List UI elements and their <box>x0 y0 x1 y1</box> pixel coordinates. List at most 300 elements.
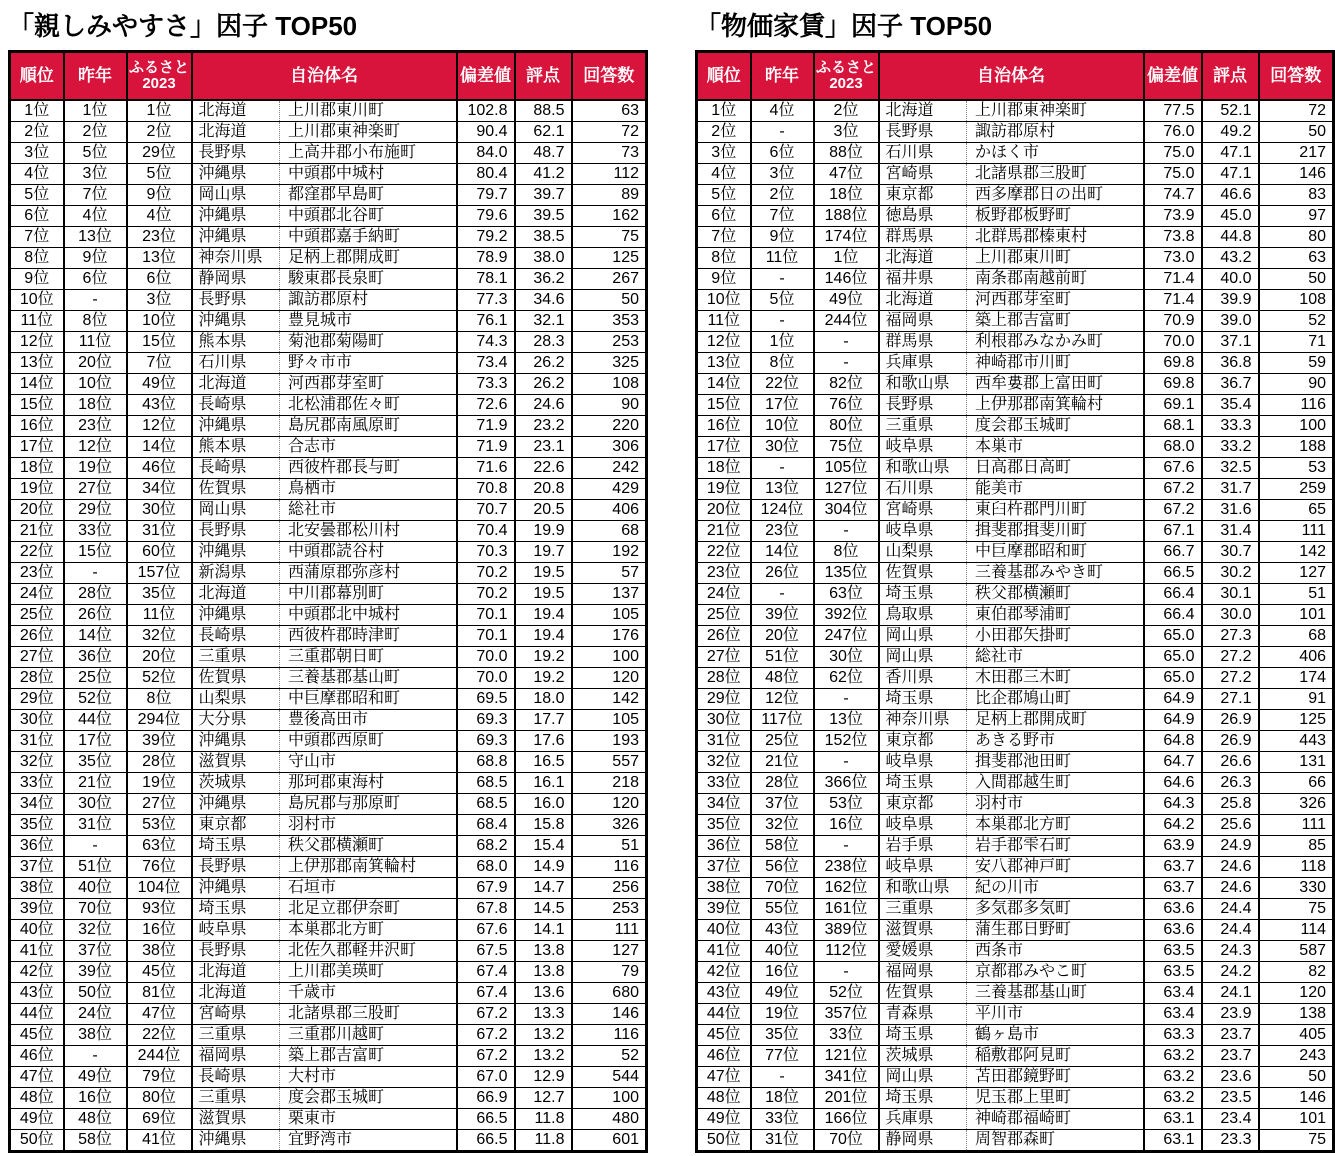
table-row <box>697 185 1334 206</box>
prefecture-cell: 岐阜県 <box>879 521 967 542</box>
score-cell: 26.9 <box>1202 710 1259 731</box>
table-row <box>10 962 647 983</box>
municipality-cell: 諏訪郡原村 <box>280 290 457 311</box>
prefecture-cell: 北海道 <box>192 122 280 143</box>
deviation-cell: 67.9 <box>457 878 515 899</box>
score-cell: 26.2 <box>515 374 572 395</box>
furusato-2023-cell: 9位 <box>127 185 192 206</box>
municipality-cell: 河西郡芽室町 <box>967 290 1144 311</box>
prefecture-cell: 鳥取県 <box>879 605 967 626</box>
last-year-cell: 16位 <box>64 1088 127 1109</box>
score-cell: 11.8 <box>515 1109 572 1130</box>
municipality-cell: 本巣市 <box>967 437 1144 458</box>
responses-cell: 127 <box>1259 563 1334 584</box>
rank-cell: 17位 <box>697 437 751 458</box>
responses-cell: 127 <box>572 941 647 962</box>
score-cell: 24.6 <box>1202 878 1259 899</box>
table-row <box>697 836 1334 857</box>
prefecture-cell: 岡山県 <box>879 1067 967 1088</box>
prefecture-cell: 静岡県 <box>879 1130 967 1152</box>
prefecture-cell: 長崎県 <box>192 458 280 479</box>
municipality-cell: 秩父郡横瀬町 <box>967 584 1144 605</box>
rank-cell: 15位 <box>10 395 64 416</box>
rank-cell: 9位 <box>697 269 751 290</box>
municipality-cell: 揖斐郡池田町 <box>967 752 1144 773</box>
responses-cell: 120 <box>572 668 647 689</box>
score-cell: 31.7 <box>1202 479 1259 500</box>
last-year-cell: 20位 <box>751 626 814 647</box>
responses-column-header: 回答数 <box>572 52 647 101</box>
last-year-cell: 7位 <box>751 206 814 227</box>
municipality-cell: 豊見城市 <box>280 311 457 332</box>
municipality-cell: 比企郡鳩山町 <box>967 689 1144 710</box>
score-cell: 23.4 <box>1202 1109 1259 1130</box>
furusato-2023-cell: 47位 <box>127 1004 192 1025</box>
deviation-cell: 67.2 <box>1144 479 1202 500</box>
municipality-cell: 西牟婁郡上富田町 <box>967 374 1144 395</box>
furusato-2023-cell: 152位 <box>814 731 879 752</box>
municipality-cell: 菊池郡菊陽町 <box>280 332 457 353</box>
furusato-2023-cell: 76位 <box>814 395 879 416</box>
municipality-cell: 上高井郡小布施町 <box>280 143 457 164</box>
rank-cell: 20位 <box>10 500 64 521</box>
score-cell: 13.6 <box>515 983 572 1004</box>
score-cell: 23.7 <box>1202 1046 1259 1067</box>
rank-cell: 14位 <box>10 374 64 395</box>
score-cell: 23.1 <box>515 437 572 458</box>
municipality-cell: 西彼杵郡長与町 <box>280 458 457 479</box>
table-row <box>10 521 647 542</box>
deviation-cell: 63.4 <box>1144 1004 1202 1025</box>
prefecture-cell: 長崎県 <box>192 395 280 416</box>
score-cell: 47.1 <box>1202 164 1259 185</box>
rank-cell: 32位 <box>697 752 751 773</box>
last-year-cell: 13位 <box>64 227 127 248</box>
table-header <box>10 52 647 101</box>
responses-cell: 116 <box>572 1025 647 1046</box>
deviation-cell: 75.0 <box>1144 143 1202 164</box>
last-year-cell: 117位 <box>751 710 814 731</box>
last-year-cell: 18位 <box>64 395 127 416</box>
rank-cell: 33位 <box>697 773 751 794</box>
furusato-2023-cell: 13位 <box>814 710 879 731</box>
furusato-2023-cell: 357位 <box>814 1004 879 1025</box>
furusato-2023-cell: 1位 <box>127 100 192 122</box>
responses-cell: 63 <box>1259 248 1334 269</box>
deviation-cell: 79.7 <box>457 185 515 206</box>
last-year-cell: 19位 <box>64 458 127 479</box>
furusato-2023-cell: 23位 <box>127 227 192 248</box>
municipality-cell: 総社市 <box>280 500 457 521</box>
municipality-cell: 栗東市 <box>280 1109 457 1130</box>
responses-cell: 306 <box>572 437 647 458</box>
responses-cell: 680 <box>572 983 647 1004</box>
prefecture-cell: 沖縄県 <box>192 164 280 185</box>
municipality-cell: 島尻郡与那原町 <box>280 794 457 815</box>
furusato-2023-cell: 10位 <box>127 311 192 332</box>
municipality-cell: 上伊那郡南箕輪村 <box>280 857 457 878</box>
furusato-2023-cell: 16位 <box>814 815 879 836</box>
municipality-cell: 北群馬郡榛東村 <box>967 227 1144 248</box>
municipality-cell: 東臼杵郡門川町 <box>967 500 1144 521</box>
rank-cell: 31位 <box>697 731 751 752</box>
score-cell: 14.7 <box>515 878 572 899</box>
deviation-cell: 63.4 <box>1144 983 1202 1004</box>
rank-cell: 26位 <box>10 626 64 647</box>
prefecture-cell: 福岡県 <box>879 962 967 983</box>
deviation-cell: 68.0 <box>1144 437 1202 458</box>
prefecture-cell: 北海道 <box>879 248 967 269</box>
last-year-column-header: 昨年 <box>64 52 127 101</box>
prefecture-cell: 茨城県 <box>879 1046 967 1067</box>
deviation-cell: 74.3 <box>457 332 515 353</box>
deviation-cell: 70.3 <box>457 542 515 563</box>
municipality-cell: 紀の川市 <box>967 878 1144 899</box>
municipality-cell: 三養基郡基山町 <box>280 668 457 689</box>
deviation-cell: 68.0 <box>457 857 515 878</box>
rank-cell: 16位 <box>10 416 64 437</box>
rank-cell: 38位 <box>10 878 64 899</box>
last-year-cell: 26位 <box>751 563 814 584</box>
furusato-2023-cell: 53位 <box>814 794 879 815</box>
prefecture-cell: 埼玉県 <box>879 1088 967 1109</box>
deviation-cell: 68.5 <box>457 773 515 794</box>
municipality-cell: 度会郡玉城町 <box>967 416 1144 437</box>
furusato-2023-cell: 82位 <box>814 374 879 395</box>
furusato-2023-cell: 20位 <box>127 647 192 668</box>
score-cell: 20.8 <box>515 479 572 500</box>
score-cell: 17.7 <box>515 710 572 731</box>
score-cell: 36.7 <box>1202 374 1259 395</box>
responses-cell: 405 <box>1259 1025 1334 1046</box>
deviation-cell: 66.4 <box>1144 605 1202 626</box>
last-year-cell: 39位 <box>751 605 814 626</box>
municipality-cell: 中頭郡西原町 <box>280 731 457 752</box>
municipality-cell: 中巨摩郡昭和町 <box>967 542 1144 563</box>
score-cell: 13.2 <box>515 1046 572 1067</box>
furusato-2023-cell: 80位 <box>814 416 879 437</box>
rank-cell: 13位 <box>10 353 64 374</box>
responses-cell: 89 <box>572 185 647 206</box>
prefecture-cell: 福岡県 <box>192 1046 280 1067</box>
responses-cell: 73 <box>572 143 647 164</box>
last-year-cell: - <box>751 311 814 332</box>
prefecture-cell: 山梨県 <box>879 542 967 563</box>
rank-cell: 39位 <box>697 899 751 920</box>
deviation-cell: 70.4 <box>457 521 515 542</box>
prefecture-cell: 岐阜県 <box>879 437 967 458</box>
municipality-cell: 神崎郡福崎町 <box>967 1109 1144 1130</box>
rank-cell: 10位 <box>697 290 751 311</box>
deviation-cell: 75.0 <box>1144 164 1202 185</box>
last-year-cell: 55位 <box>751 899 814 920</box>
rank-cell: 25位 <box>697 605 751 626</box>
prefecture-cell: 石川県 <box>879 479 967 500</box>
responses-cell: 544 <box>572 1067 647 1088</box>
municipality-cell: 入間郡越生町 <box>967 773 1144 794</box>
deviation-cell: 70.2 <box>457 563 515 584</box>
furusato-2023-cell: 15位 <box>127 332 192 353</box>
municipality-cell: 上川郡東川町 <box>280 100 457 122</box>
municipality-cell: 上川郡美瑛町 <box>280 962 457 983</box>
score-cell: 14.9 <box>515 857 572 878</box>
municipality-cell: 児玉郡上里町 <box>967 1088 1144 1109</box>
prices-rent-table-section <box>695 4 1335 1153</box>
furusato-2023-cell: 146位 <box>814 269 879 290</box>
responses-cell: 111 <box>572 920 647 941</box>
prefecture-cell: 兵庫県 <box>879 1109 967 1130</box>
responses-cell: 120 <box>1259 983 1334 1004</box>
table-row <box>697 647 1334 668</box>
municipality-cell: 三重郡川越町 <box>280 1025 457 1046</box>
table-row <box>697 206 1334 227</box>
last-year-cell: 50位 <box>64 983 127 1004</box>
last-year-cell: 48位 <box>751 668 814 689</box>
rank-cell: 40位 <box>697 920 751 941</box>
last-year-cell: 31位 <box>751 1130 814 1152</box>
last-year-cell: 36位 <box>64 647 127 668</box>
score-cell: 27.1 <box>1202 689 1259 710</box>
municipality-cell: 大村市 <box>280 1067 457 1088</box>
municipality-cell: 羽村市 <box>280 815 457 836</box>
table-row <box>697 479 1334 500</box>
furusato-2023-cell: 62位 <box>814 668 879 689</box>
deviation-cell: 74.7 <box>1144 185 1202 206</box>
responses-cell: 325 <box>572 353 647 374</box>
municipality-cell: 駿東郡長泉町 <box>280 269 457 290</box>
furusato-2023-cell: 76位 <box>127 857 192 878</box>
prefecture-cell: 埼玉県 <box>879 773 967 794</box>
furusato-2023-cell: 162位 <box>814 878 879 899</box>
deviation-cell: 78.1 <box>457 269 515 290</box>
furusato-2023-cell: 93位 <box>127 899 192 920</box>
prefecture-cell: 埼玉県 <box>192 899 280 920</box>
responses-cell: 52 <box>572 1046 647 1067</box>
prefecture-cell: 群馬県 <box>879 332 967 353</box>
last-year-cell: 2位 <box>751 185 814 206</box>
prefecture-cell: 岡山県 <box>192 500 280 521</box>
last-year-cell: - <box>64 836 127 857</box>
municipality-cell: 羽村市 <box>967 794 1144 815</box>
last-year-cell: - <box>64 563 127 584</box>
municipality-cell: 岩手郡雫石町 <box>967 836 1144 857</box>
furusato-2023-cell: 43位 <box>127 395 192 416</box>
responses-cell: 118 <box>1259 857 1334 878</box>
prefecture-cell: 滋賀県 <box>192 1109 280 1130</box>
last-year-cell: 124位 <box>751 500 814 521</box>
deviation-cell: 67.2 <box>457 1004 515 1025</box>
last-year-cell: 28位 <box>64 584 127 605</box>
municipality-cell: 築上郡吉富町 <box>967 311 1144 332</box>
score-cell: 13.8 <box>515 941 572 962</box>
table-row <box>10 752 647 773</box>
deviation-cell: 64.8 <box>1144 731 1202 752</box>
prefecture-cell: 長崎県 <box>192 1067 280 1088</box>
deviation-cell: 63.2 <box>1144 1088 1202 1109</box>
municipality-cell: 那珂郡東海村 <box>280 773 457 794</box>
score-cell: 24.6 <box>515 395 572 416</box>
deviation-cell: 69.1 <box>1144 395 1202 416</box>
deviation-cell: 64.2 <box>1144 815 1202 836</box>
responses-cell: 108 <box>572 374 647 395</box>
rank-cell: 17位 <box>10 437 64 458</box>
last-year-cell: - <box>751 269 814 290</box>
prefecture-cell: 岩手県 <box>879 836 967 857</box>
rank-cell: 21位 <box>697 521 751 542</box>
score-cell: 14.1 <box>515 920 572 941</box>
rank-cell: 15位 <box>697 395 751 416</box>
score-cell: 30.0 <box>1202 605 1259 626</box>
table-row <box>10 1109 647 1130</box>
prefecture-cell: 岐阜県 <box>879 815 967 836</box>
rank-cell: 44位 <box>697 1004 751 1025</box>
rank-cell: 47位 <box>697 1067 751 1088</box>
table-row <box>10 983 647 1004</box>
responses-cell: 97 <box>1259 206 1334 227</box>
table-row <box>697 143 1334 164</box>
municipality-cell: 蒲生郡日野町 <box>967 920 1144 941</box>
deviation-cell: 66.4 <box>1144 584 1202 605</box>
last-year-cell: 52位 <box>64 689 127 710</box>
deviation-cell: 69.5 <box>457 689 515 710</box>
responses-cell: 557 <box>572 752 647 773</box>
deviation-cell: 64.6 <box>1144 773 1202 794</box>
deviation-cell: 63.3 <box>1144 1025 1202 1046</box>
municipality-cell: 北安曇郡松川村 <box>280 521 457 542</box>
responses-cell: 253 <box>572 332 647 353</box>
table-row <box>10 941 647 962</box>
table-row <box>10 143 647 164</box>
score-cell: 40.0 <box>1202 269 1259 290</box>
furusato-2023-cell: - <box>814 962 879 983</box>
responses-cell: 50 <box>1259 269 1334 290</box>
municipality-cell: 神崎郡市川町 <box>967 353 1144 374</box>
score-cell: 52.1 <box>1202 100 1259 122</box>
deviation-cell: 70.1 <box>457 605 515 626</box>
furusato-2023-cell: 19位 <box>127 773 192 794</box>
table-row <box>10 1046 647 1067</box>
rank-cell: 48位 <box>10 1088 64 1109</box>
rank-cell: 18位 <box>697 458 751 479</box>
furusato-2023-cell: 3位 <box>814 122 879 143</box>
score-cell: 62.1 <box>515 122 572 143</box>
furusato-2023-cell: 12位 <box>127 416 192 437</box>
rank-cell: 29位 <box>697 689 751 710</box>
furusato-2023-cell: 39位 <box>127 731 192 752</box>
municipality-cell: 石垣市 <box>280 878 457 899</box>
prefecture-cell: 東京都 <box>879 185 967 206</box>
municipality-cell: 板野郡板野町 <box>967 206 1144 227</box>
rank-cell: 42位 <box>10 962 64 983</box>
prefecture-cell: 石川県 <box>879 143 967 164</box>
prefecture-cell: 福岡県 <box>879 311 967 332</box>
responses-cell: 162 <box>572 206 647 227</box>
table-row <box>697 1004 1334 1025</box>
responses-cell: 217 <box>1259 143 1334 164</box>
responses-cell: 105 <box>572 605 647 626</box>
furusato-2023-cell: 41位 <box>127 1130 192 1152</box>
prefecture-cell: 岐阜県 <box>879 857 967 878</box>
rank-cell: 50位 <box>10 1130 64 1152</box>
prefecture-cell: 岡山県 <box>192 185 280 206</box>
rank-cell: 2位 <box>10 122 64 143</box>
score-cell: 48.7 <box>515 143 572 164</box>
municipality-cell: 豊後高田市 <box>280 710 457 731</box>
table-row <box>697 563 1334 584</box>
prefecture-cell: 徳島県 <box>879 206 967 227</box>
prefecture-cell: 山梨県 <box>192 689 280 710</box>
municipality-cell: 西多摩郡日の出町 <box>967 185 1144 206</box>
responses-cell: 142 <box>572 689 647 710</box>
responses-cell: 63 <box>572 100 647 122</box>
responses-cell: 90 <box>1259 374 1334 395</box>
deviation-cell: 73.8 <box>1144 227 1202 248</box>
furusato-2023-cell: 81位 <box>127 983 192 1004</box>
prefecture-cell: 和歌山県 <box>879 458 967 479</box>
furusato-2023-cell: 392位 <box>814 605 879 626</box>
last-year-cell: 13位 <box>751 479 814 500</box>
last-year-cell: 37位 <box>751 794 814 815</box>
responses-cell: 146 <box>572 1004 647 1025</box>
prefecture-cell: 三重県 <box>879 416 967 437</box>
prefecture-cell: 宮崎県 <box>192 1004 280 1025</box>
deviation-cell: 73.9 <box>1144 206 1202 227</box>
prefecture-cell: 神奈川県 <box>192 248 280 269</box>
prefecture-cell: 新潟県 <box>192 563 280 584</box>
furusato-2023-cell: 174位 <box>814 227 879 248</box>
responses-cell: 114 <box>1259 920 1334 941</box>
last-year-cell: 49位 <box>64 1067 127 1088</box>
deviation-cell: 90.4 <box>457 122 515 143</box>
last-year-cell: 31位 <box>64 815 127 836</box>
score-cell: 12.7 <box>515 1088 572 1109</box>
table-row <box>697 878 1334 899</box>
rank-cell: 14位 <box>697 374 751 395</box>
municipality-cell: 南条郡南越前町 <box>967 269 1144 290</box>
furusato-2023-cell: 79位 <box>127 1067 192 1088</box>
table-row <box>697 227 1334 248</box>
rank-cell: 27位 <box>10 647 64 668</box>
rank-cell: 13位 <box>697 353 751 374</box>
deviation-cell: 77.5 <box>1144 100 1202 122</box>
prefecture-cell: 岐阜県 <box>192 920 280 941</box>
prefecture-cell: 北海道 <box>192 962 280 983</box>
municipality-cell: 足柄上郡開成町 <box>967 710 1144 731</box>
score-cell: 44.8 <box>1202 227 1259 248</box>
furusato-2023-cell: 22位 <box>127 1025 192 1046</box>
table-row <box>697 962 1334 983</box>
last-year-cell: 51位 <box>64 857 127 878</box>
prefecture-cell: 沖縄県 <box>192 605 280 626</box>
prefecture-cell: 長野県 <box>879 395 967 416</box>
table-row <box>697 584 1334 605</box>
last-year-cell: 33位 <box>64 521 127 542</box>
furusato-2023-cell: 30位 <box>814 647 879 668</box>
last-year-cell: 14位 <box>751 542 814 563</box>
prefecture-cell: 石川県 <box>192 353 280 374</box>
last-year-cell: 9位 <box>64 248 127 269</box>
last-year-cell: 32位 <box>64 920 127 941</box>
furusato-2023-cell: 16位 <box>127 920 192 941</box>
rank-cell: 6位 <box>10 206 64 227</box>
table-row <box>697 542 1334 563</box>
furusato-2023-cell: 31位 <box>127 521 192 542</box>
deviation-cell: 67.2 <box>457 1025 515 1046</box>
prefecture-cell: 三重県 <box>192 1088 280 1109</box>
municipality-cell: 中頭郡北中城村 <box>280 605 457 626</box>
furusato-2023-cell: 112位 <box>814 941 879 962</box>
rank-cell: 12位 <box>10 332 64 353</box>
